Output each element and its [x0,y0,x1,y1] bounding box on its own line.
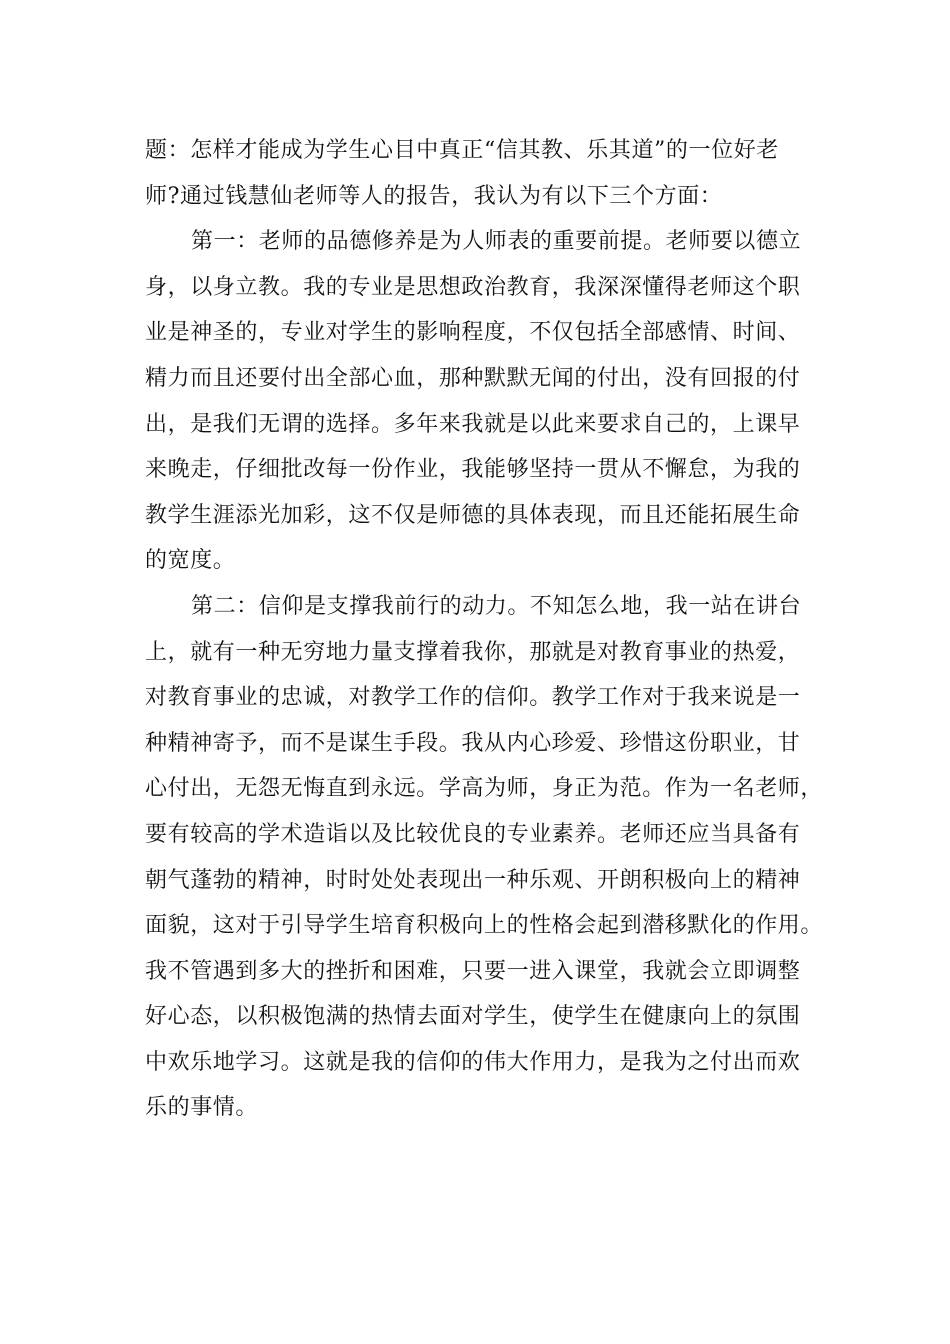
text-line: 面貌，这对于引导学生培育积极向上的性格会起到潜移默化的作用。 [145,913,824,939]
text-line: 业是神圣的，专业对学生的影响程度，不仅包括全部感情、时间、 [145,320,801,346]
body-text [145,128,824,1131]
text-line: 精力而且还要付出全部心血，那种默默无闻的付出，没有回报的付 [145,365,801,391]
paragraph-start-line: 第一：老师的品德修养是为人师表的重要前提。老师要以德立 [191,229,802,255]
text-line: 的宽度。 [145,548,236,574]
text-line: 种精神寄予，而不是谋生手段。我从内心珍爱、珍惜这份职业，甘 [145,730,801,756]
text-line: 心付出，无怨无悔直到永远。学高为师，身正为范。作为一名老师， [145,776,824,802]
text-line: 我不管遇到多大的挫折和困难，只要一进入课堂，我就会立即调整 [145,958,801,984]
text-line: 好心态，以积极饱满的热情去面对学生，使学生在健康向上的氛围 [145,1004,801,1030]
paragraph-start-line: 第二：信仰是支撑我前行的动力。不知怎么地，我一站在讲台 [191,593,802,619]
text-line: 来晚走，仔细批改每一份作业，我能够坚持一贯从不懈怠，为我的 [145,457,801,483]
text-line: 身，以身立教。我的专业是思想政治教育，我深深懂得老师这个职 [145,274,801,300]
text-line: 中欢乐地学习。这就是我的信仰的伟大作用力，是我为之付出而欢 [145,1049,801,1075]
text-line: 要有较高的学术造诣以及比较优良的专业素养。老师还应当具备有 [145,821,801,847]
text-line: 师?通过钱慧仙老师等人的报告，我认为有以下三个方面： [145,183,723,209]
text-line: 出，是我们无谓的选择。多年来我就是以此来要求自己的，上课早 [145,411,801,437]
text-line: 上，就有一种无穷地力量支撑着我你，那就是对教育事业的热爱， [145,639,801,665]
text-line: 题：怎样才能成为学生心目中真正“信其教、乐其道”的一位好老 [145,138,779,163]
text-line: 对教育事业的忠诚，对教学工作的信仰。教学工作对于我来说是一 [145,685,801,711]
text-line: 乐的事情。 [145,1095,259,1121]
text-line: 教学生涯添光加彩，这不仅是师德的具体表现，而且还能拓展生命 [145,502,801,528]
text-line: 朝气蓬勃的精神，时时处处表现出一种乐观、开朗积极向上的精神 [145,867,801,893]
